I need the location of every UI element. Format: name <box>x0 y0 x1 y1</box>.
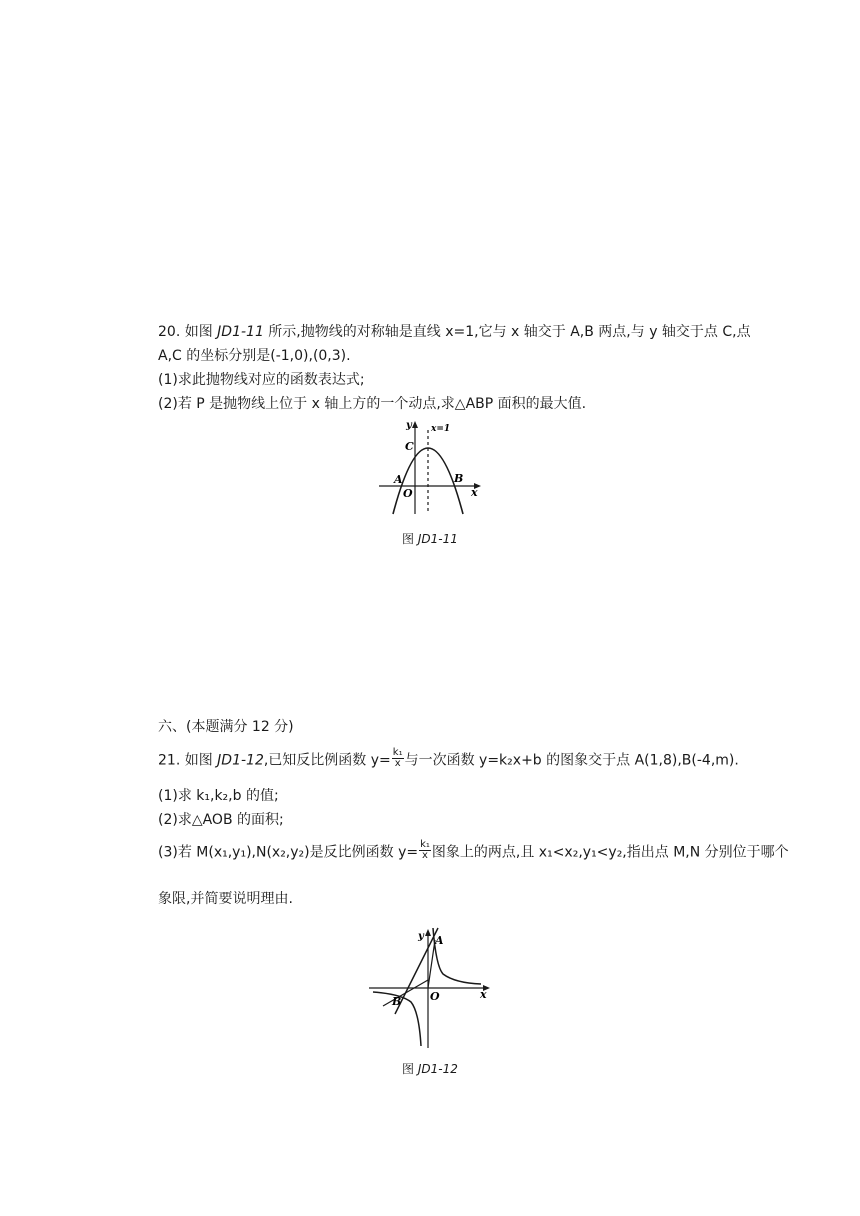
q20-figure-ref: JD1-11 <box>217 324 264 340</box>
q20-stem-rest: 所示,抛物线的对称轴是直线 x=1,它与 x 轴交于 A,B 两点,与 y 轴交于点 C,点 <box>263 324 751 340</box>
q21-hyperbola-figure <box>365 922 495 1056</box>
q21-part-1: (1)求 k₁,k₂,b 的值; <box>158 788 279 804</box>
q21-fraction-k1-over-x: $\frac{\text{k₁}}{x}$ <box>392 747 403 769</box>
q20-figure-caption: 图 JD1-11 <box>402 532 458 546</box>
q21-part-2: (2)求△AOB 的面积; <box>158 812 284 828</box>
origin-label: O <box>403 487 413 500</box>
origin-label: O <box>430 990 440 1003</box>
point-a-label: A <box>435 934 444 947</box>
q20-stem-line-2: A,C 的坐标分别是(-1,0),(0,3). <box>158 348 351 364</box>
y-axis-arrow-icon <box>425 929 431 936</box>
segment-ob <box>383 980 428 1006</box>
section-6-title: 六、(本题满分 12 分) <box>158 719 294 735</box>
x-axis-label: x <box>471 486 478 499</box>
y-axis-arrow-icon <box>412 421 418 428</box>
q20-parabola-figure <box>375 418 485 522</box>
q20-part-2: (2)若 P 是抛物线上位于 x 轴上方的一个动点,求△ABP 面积的最大值. <box>158 396 587 412</box>
q21-part-3: (3)若 M(x₁,y₁),N(x₂,y₂)是反比例函数 y= $\frac{\text{k₁}}{x}$ 图象上的两点,且 x₁<x₂,y₁<y₂,指出点 M,N 分别位于哪个 <box>158 839 789 861</box>
q21-part-3-fraction: $\frac{\text{k₁}}{x}$ <box>420 839 430 861</box>
q20-stem-line-1 <box>158 322 751 342</box>
point-b-label: B <box>454 472 464 485</box>
q21-stem-line-1: 21. 如图 JD1-12,已知反比例函数 y= $\frac{\text{k₁}}{x}$ 与一次函数 y=k₂x+b 的图象交于点 A(1,8),B(-4,m). <box>158 747 739 769</box>
x-axis-label: x <box>480 988 487 1001</box>
symmetry-axis-label: x=1 <box>431 424 451 434</box>
point-a-label: A <box>394 473 403 486</box>
q21-figure-ref: JD1-12 <box>217 752 264 769</box>
y-axis-label: y <box>418 931 424 942</box>
point-b-label: B <box>392 995 402 1008</box>
y-axis-label: y <box>406 420 412 431</box>
q20-stem-start: 20. 如图 <box>158 324 218 340</box>
q21-part-3-continued: 象限,并简要说明理由. <box>158 891 293 907</box>
q21-figure-caption: 图 JD1-12 <box>402 1062 458 1076</box>
q20-part-1: (1)求此抛物线对应的函数表达式; <box>158 372 365 388</box>
point-c-label: C <box>405 440 414 453</box>
